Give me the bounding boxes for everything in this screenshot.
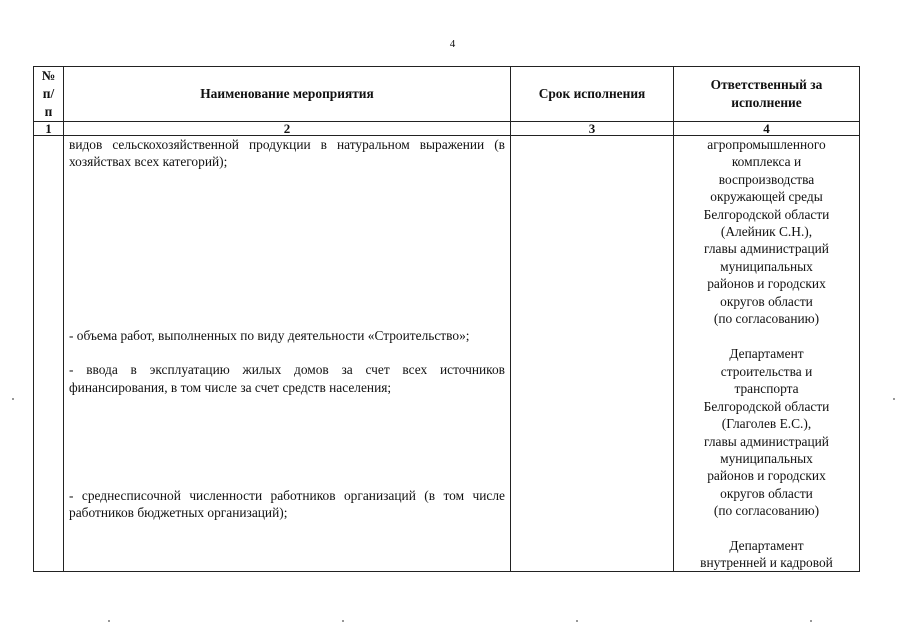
header-term: Срок исполнения [511, 67, 674, 122]
responsible-line: округов области [720, 293, 813, 309]
event-name-cell [64, 136, 511, 572]
scan-dot [810, 620, 812, 622]
num-cell [34, 136, 64, 572]
col-number-3: 3 [511, 122, 674, 136]
responsible-line: комплекса и [731, 154, 802, 170]
responsible-line: Департамент [729, 346, 804, 362]
responsible-line: транспорта [734, 381, 799, 397]
scan-dot [12, 398, 14, 400]
responsible-line: муниципальных [720, 258, 813, 274]
col-number-1: 1 [34, 122, 64, 136]
responsible-line: округов области [720, 485, 813, 501]
responsible-line: Департамент [729, 537, 804, 553]
responsible-line: районов и городских [707, 468, 826, 484]
header-row [34, 67, 860, 122]
header-num: № п/п [34, 67, 64, 122]
responsible-line: строительства и [720, 363, 813, 379]
event-text: видов сельскохозяйственной продукции в натуральном выражении (в хозяйствах всех категорий); [69, 137, 505, 170]
responsible-line: Белгородской области [703, 206, 830, 222]
responsible-line: главы администраций [704, 433, 829, 449]
col-number-4: 4 [674, 122, 860, 136]
col-number-2: 2 [64, 122, 511, 136]
responsible-line: агропромышленного [707, 137, 826, 152]
responsible-line: (Глаголев Е.С.), [721, 416, 812, 432]
header-responsible: Ответственный за исполнение [674, 67, 860, 122]
column-number-row [34, 122, 860, 136]
responsible-line: муниципальных [720, 450, 813, 466]
table-row [34, 136, 860, 572]
responsible-block [679, 136, 854, 327]
responsible-line: (Алейник С.Н.), [720, 224, 813, 240]
scan-dot [576, 620, 578, 622]
scan-dot [108, 620, 110, 622]
responsible-block [679, 537, 854, 572]
responsible-line: (по согласованию) [713, 503, 820, 519]
responsible-block [679, 345, 854, 519]
event-text: - среднесписочной численности работников организаций (в том числе работников бюджетных организаций); [69, 488, 505, 521]
header-name: Наименование мероприятия [64, 67, 511, 122]
event-text: - ввода в эксплуатацию жилых домов за счет всех источников финансирования, в том числе за счет средств населения; [69, 362, 505, 395]
responsible-cell [674, 136, 860, 572]
responsible-line: главы администраций [704, 241, 829, 257]
responsible-line: воспроизводства [718, 171, 815, 187]
scan-dot [893, 398, 895, 400]
responsible-line: районов и городских [707, 276, 826, 292]
responsible-line: (по согласованию) [713, 311, 820, 327]
scan-dot [342, 620, 344, 622]
responsible-line: окружающей среды [710, 189, 823, 205]
responsible-line: внутренней и кадровой [700, 554, 833, 570]
events-table [33, 66, 860, 572]
page-number: 4 [449, 38, 456, 50]
event-text: - объема работ, выполненных по виду деятельности «Строительство»; [69, 327, 470, 343]
term-cell [511, 136, 674, 572]
responsible-line: Белгородской области [703, 398, 830, 414]
